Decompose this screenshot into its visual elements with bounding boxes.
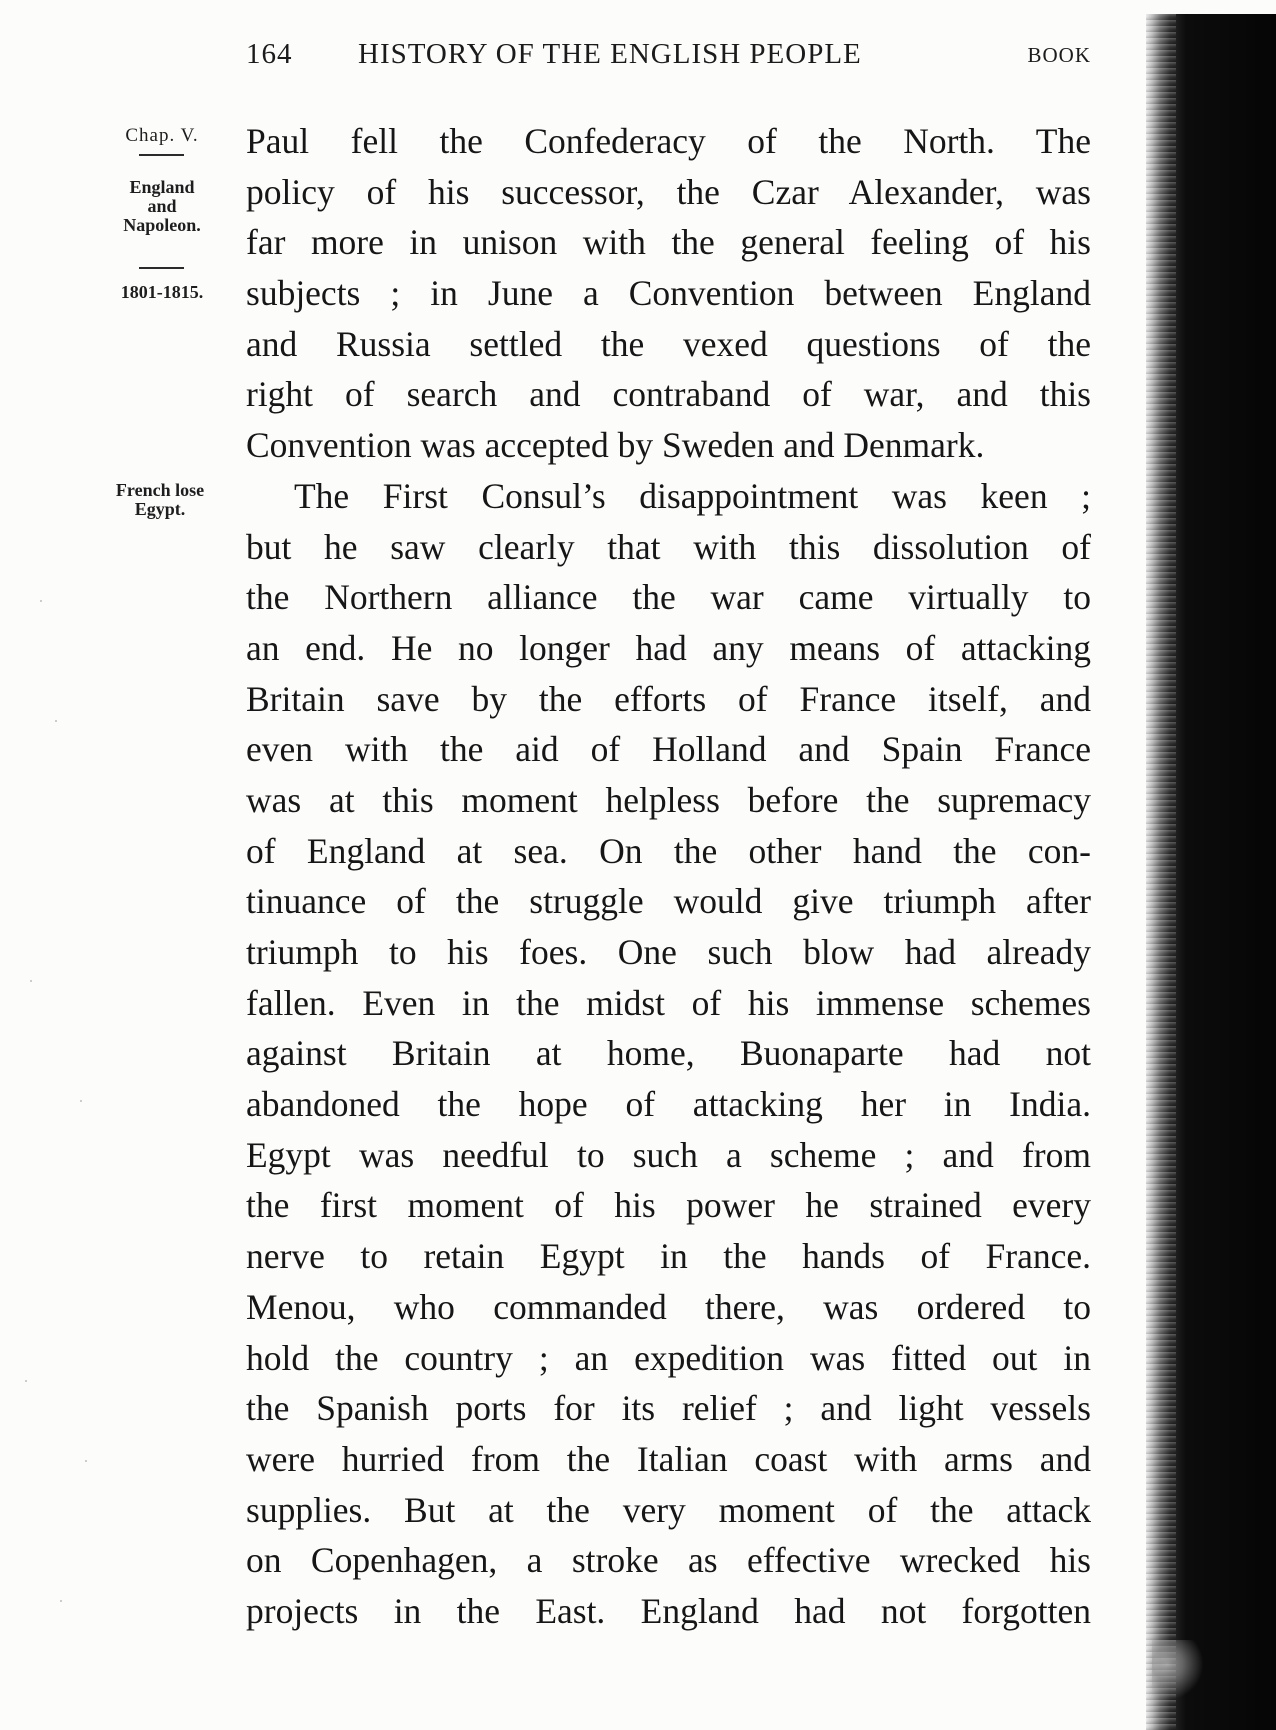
body-line: but he saw clearly that with this dissolution of [246, 526, 1091, 567]
body-line: Menou, who commanded there, was ordered to [246, 1286, 1091, 1327]
body-line: of England at sea. On the other hand the con- [246, 830, 1091, 871]
scan-speck [55, 720, 57, 722]
body-line: tinuance of the struggle would give triumph after [246, 881, 1091, 922]
body-line: was at this moment helpless before the supremacy [246, 779, 1091, 820]
scan-speck [85, 1460, 87, 1462]
body-line: Paul fell the Confederacy of the North. The [246, 121, 1091, 161]
body-line: the Spanish ports for its relief ; and light vessels [246, 1388, 1091, 1429]
body-line: against Britain at home, Buonaparte had not [246, 1033, 1091, 1074]
body-line: on Copenhagen, a stroke as effective wrecked his [246, 1540, 1091, 1581]
sidenote-topic-line-3: Napoleon. [123, 215, 201, 235]
body-line: right of search and contraband of war, and this [246, 374, 1091, 415]
scan-dark-edge [1146, 14, 1276, 1730]
body-line: hold the country ; an expedition was fitted out in [246, 1337, 1091, 1378]
body-line: Convention was accepted by Sweden and Denmark. [246, 425, 985, 466]
scan-speck [80, 1100, 82, 1102]
body-line: abandoned the hope of attacking her in India. [246, 1084, 1091, 1125]
scan-speck [25, 1380, 27, 1382]
body-line: subjects ; in June a Convention between England [246, 273, 1091, 314]
sidenote-topic-line-1: England [129, 177, 195, 197]
scan-speck [30, 980, 32, 982]
body-line: far more in unison with the general feeling of his [246, 222, 1091, 263]
body-line: were hurried from the Italian coast with arms and [246, 1438, 1091, 1479]
body-line: Britain save by the efforts of France itself, and [246, 678, 1091, 719]
sidenote-french-line-2: Egypt. [134, 499, 186, 519]
body-line: an end. He no longer had any means of attacking [246, 627, 1091, 668]
body-text [246, 116, 1091, 1637]
sidenote-rule-1 [139, 154, 184, 156]
body-line: the first moment of his power he strained every [246, 1185, 1091, 1226]
running-book-label: BOOK [1027, 43, 1091, 67]
body-line: supplies. But at the very moment of the attack [246, 1489, 1091, 1530]
body-line: and Russia settled the vexed questions of the [246, 323, 1091, 364]
sidenote-rule-2 [139, 267, 184, 269]
body-line: policy of his successor, the Czar Alexander, was [246, 171, 1091, 212]
scan-speck [60, 1600, 62, 1602]
running-title: HISTORY OF THE ENGLISH PEOPLE [358, 38, 862, 70]
sidenote-french-line-1: French lose [115, 480, 205, 500]
body-line: fallen. Even in the midst of his immense schemes [246, 982, 1091, 1023]
sidenote-chapter: Chap. V. [125, 125, 199, 146]
body-line: triumph to his foes. One such blow had already [246, 932, 1091, 972]
body-line: nerve to retain Egypt in the hands of France. [246, 1236, 1091, 1277]
running-head [246, 38, 1091, 78]
body-line: projects in the East. England had not forgotten [246, 1590, 1091, 1631]
sidenote-french-lose-egypt [84, 481, 236, 519]
scan-edge-notch [1152, 1640, 1204, 1700]
body-line: Egypt was needful to such a scheme ; and from [246, 1134, 1091, 1175]
sidenote-topic [96, 178, 228, 235]
body-line: even with the aid of Holland and Spain France [246, 729, 1091, 770]
sidenote-topic-line-2: and [147, 196, 177, 216]
scan-speck [40, 600, 42, 602]
page-number: 164 [246, 38, 293, 70]
sidenote-dates: 1801-1815. [120, 282, 204, 302]
body-line: The First Consul’s disappointment was keen ; [294, 475, 1091, 516]
body-line: the Northern alliance the war came virtually to [246, 577, 1091, 618]
